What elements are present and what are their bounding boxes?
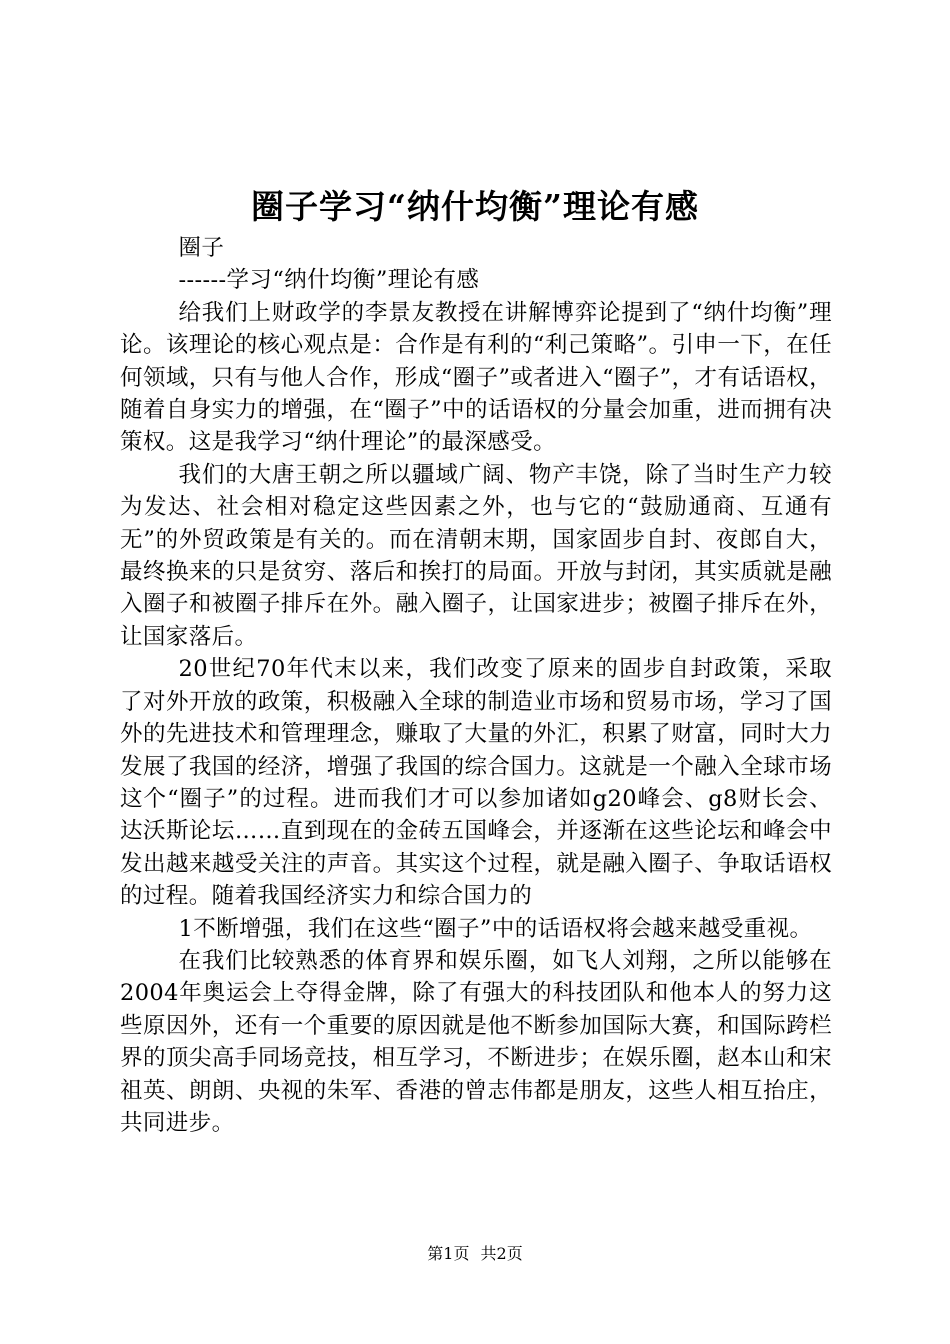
paragraph: 1不断增强，我们在这些“圈子”中的话语权将会越来越受重视。 [178,915,813,942]
page-number: 第1页 [427,1244,470,1263]
paragraph: 我们的大唐王朝之所以疆域广阔、物产丰饶，除了当时生产力较为发达、社会相对稳定这些因素之外，也与它的“鼓励通商、互通有无”的外贸政策是有关的。而在清朝末期，国家固步自封、夜郎自大，最终换来的只是贫穷、落后和挨打的局面。开放与封闭，其实质就是融入圈子和被圈子排斥在外。融入圈子，让国家进步；被圈子排斥在外，让国家落后。 [120,461,832,650]
paragraph-subtitle: ------学习“纳什均衡”理论有感 [178,267,480,294]
page-footer [0,1242,950,1266]
paragraph: 在我们比较熟悉的体育界和娱乐圈，如飞人刘翔，之所以能够在2004年奥运会上夺得金牌，除了有强大的科技团队和他本人的努力这些原因外，还有一个重要的原因就是他不断参加国际大赛，和国际跨栏界的顶尖高手同场竞技，相互学习，不断进步；在娱乐圈，赵本山和宋祖英、朗朗、央视的朱军、香港的曾志伟都是朋友，这些人相互抬庄，共同进步。 [120,947,832,1136]
page-total: 共2页 [480,1244,523,1263]
paragraph: 给我们上财政学的李景友教授在讲解博弈论提到了“纳什均衡”理论。该理论的核心观点是：合作是有利的“利己策略”。引申一下，在任何领域，只有与他人合作，形成“圈子”或者进入“圈子”，才有话语权，随着自身实力的增强，在“圈子”中的话语权的分量会加重，进而拥有决策权。这是我学习“纳什理论”的最深感受。 [120,299,832,456]
document-body [120,232,832,1139]
document-title: 圈子学习“纳什均衡”理论有感 [251,187,699,226]
paragraph: 20世纪70年代末以来，我们改变了原来的固步自封政策，采取了对外开放的政策，积极融入全球的制造业市场和贸易市场，学习了国外的先进技术和管理理念，赚取了大量的外汇，积累了财富，同时大力发展了我国的经济，增强了我国的综合国力。这就是一个融入全球市场这个“圈子”的过程。进而我们才可以参加诸如g20峰会、g8财长会、达沃斯论坛……直到现在的金砖五国峰会，并逐渐在这些论坛和峰会中发出越来越受关注的声音。其实这个过程，就是融入圈子、争取话语权的过程。随着我国经济实力和综合国力的 [120,656,832,910]
paragraph-heading: 圈子 [178,235,225,261]
